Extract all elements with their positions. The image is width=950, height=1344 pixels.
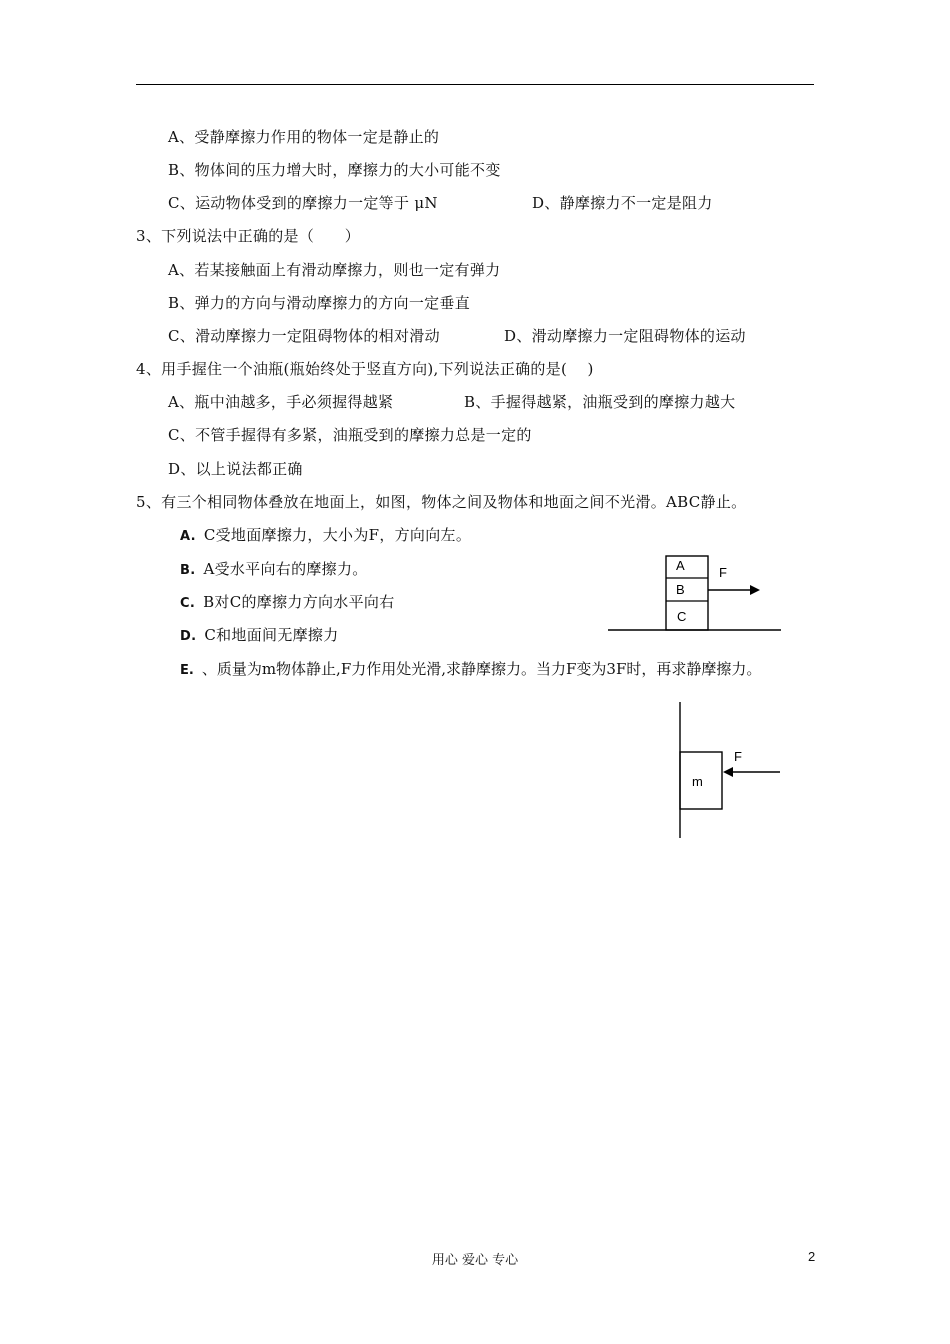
q5-option-b bbox=[180, 559, 368, 581]
q4-option-c: C、不管手握得有多紧，油瓶受到的摩擦力总是一定的 bbox=[168, 426, 532, 444]
option-label: D. bbox=[180, 629, 197, 644]
q3-option-d: D、滑动摩擦力一定阻碍物体的运动 bbox=[504, 327, 746, 345]
force-label: F bbox=[734, 749, 742, 764]
q3-option-a: A、若某接触面上有滑动摩擦力，则也一定有弹力 bbox=[168, 261, 501, 279]
option-label: B. bbox=[180, 563, 196, 578]
page-number: 2 bbox=[808, 1249, 816, 1264]
q2-option-a: A、受静摩擦力作用的物体一定是静止的 bbox=[168, 128, 440, 146]
q2-option-b: B、物体间的压力增大时，摩擦力的大小可能不变 bbox=[168, 161, 501, 179]
force-arrow-head bbox=[750, 585, 760, 595]
page-footer: 用心 爱心 专心 bbox=[431, 1253, 519, 1268]
q2-option-d: D、静摩擦力不一定是阻力 bbox=[532, 194, 713, 212]
q5-option-c bbox=[180, 592, 395, 614]
q4-option-a: A、瓶中油越多，手必须握得越紧 bbox=[168, 393, 394, 411]
option-text: A受水平向右的摩擦力。 bbox=[203, 560, 368, 578]
q3-stem: 3、下列说法中正确的是（ ） bbox=[136, 227, 361, 245]
block-c-label: C bbox=[677, 609, 687, 624]
q3-option-b: B、弹力的方向与滑动摩擦力的方向一定垂直 bbox=[168, 294, 471, 312]
option-label: A. bbox=[180, 529, 196, 544]
block-a-label: A bbox=[676, 558, 685, 573]
wall-block-figure bbox=[670, 700, 790, 849]
option-text: 、质量为m物体静止,F力作用处光滑,求静摩擦力。当力F变为3F时，再求静摩擦力。 bbox=[201, 660, 762, 678]
mass-label: m bbox=[692, 774, 703, 789]
force-label: F bbox=[719, 565, 727, 580]
q5-option-d bbox=[180, 625, 339, 647]
header-rule bbox=[136, 84, 814, 85]
option-label: C. bbox=[180, 596, 196, 611]
q4-option-b: B、手握得越紧，油瓶受到的摩擦力越大 bbox=[464, 393, 736, 411]
q3-option-c: C、滑动摩擦力一定阻碍物体的相对滑动 bbox=[168, 327, 440, 345]
q4-option-d: D、以上说法都正确 bbox=[168, 460, 303, 478]
option-text: C和地面间无摩擦力 bbox=[204, 626, 339, 644]
block-b-label: B bbox=[676, 582, 685, 597]
q4-stem: 4、用手握住一个油瓶(瓶始终处于竖直方向),下列说法正确的是( ) bbox=[136, 360, 594, 378]
option-text: B对C的摩擦力方向水平向右 bbox=[203, 593, 395, 611]
blocks-outline bbox=[666, 556, 708, 630]
stacked-blocks-figure bbox=[600, 548, 790, 642]
q5-stem: 5、有三个相同物体叠放在地面上，如图，物体之间及物体和地面之间不光滑。ABC静止。 bbox=[136, 493, 747, 511]
option-label: E. bbox=[180, 663, 194, 678]
q5-option-e bbox=[180, 659, 761, 681]
option-text: C受地面摩擦力，大小为F，方向向左。 bbox=[203, 526, 472, 544]
q5-option-a bbox=[180, 525, 471, 547]
q2-option-c: C、运动物体受到的摩擦力一定等于 μN bbox=[168, 194, 438, 212]
force-arrow-head bbox=[723, 767, 733, 777]
